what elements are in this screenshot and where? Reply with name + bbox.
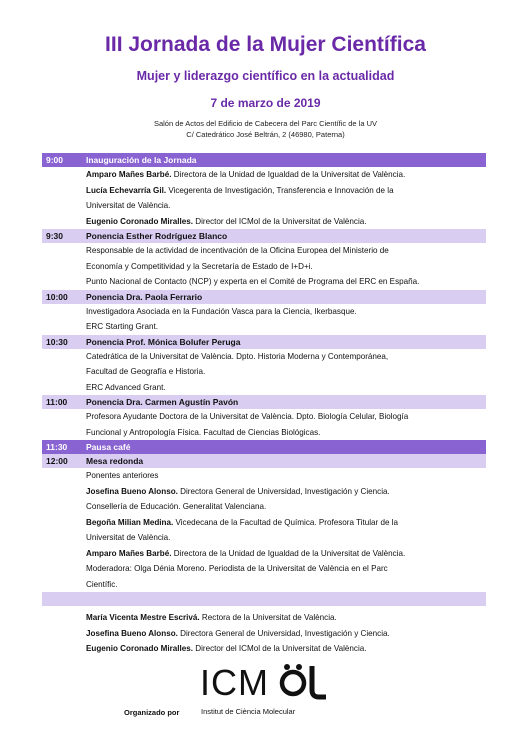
agenda-title (86, 592, 486, 606)
agenda-line (86, 409, 486, 425)
agenda-details (42, 468, 486, 592)
agenda-title: Pausa café (86, 442, 131, 452)
agenda-line (86, 167, 486, 183)
agenda-line (86, 626, 486, 642)
svg-text:ICM: ICM (200, 662, 269, 702)
venue-line-1: Salón de Actos del Edificio de Cabecera del Parc Científic de la UV (153, 119, 378, 128)
line-text: Economía y Competitividad y la Secretaría de Estado de I+D+i. (86, 261, 313, 271)
agenda-line (86, 561, 486, 577)
agenda-line (86, 641, 486, 657)
agenda-line (86, 243, 486, 259)
agenda-table (42, 153, 486, 657)
speaker-name: Amparo Mañes Barbé. (86, 170, 172, 179)
agenda-time: 11:30 (46, 442, 68, 452)
line-text: Punto Nacional de Contacto (NCP) y experta en el Comité de Programa del ERC en España. (86, 277, 420, 286)
speaker-name: Amparo Mañes Barbé. (86, 548, 172, 558)
agenda-details (42, 304, 486, 335)
agenda-time: 10:30 (46, 336, 68, 347)
agenda-title: Ponencia Dra. Paola Ferrario (86, 291, 203, 302)
speaker-name: Josefina Bueno Alonso. (86, 628, 178, 638)
agenda-details (42, 610, 486, 657)
agenda-header-0 (42, 153, 486, 167)
agenda-header-4 (42, 395, 486, 409)
agenda-line (86, 349, 486, 365)
agenda-line (86, 499, 486, 515)
speaker-name: Eugenio Coronado Miralles. (86, 216, 194, 226)
agenda-line (86, 274, 486, 290)
agenda-header-6 (42, 454, 486, 468)
speaker-name: Begoña Milian Medina. (86, 517, 174, 527)
line-text: Directora de la Unidad de Igualdad de la Universitat de València. (171, 170, 406, 179)
agenda-title: Mesa redonda (86, 456, 144, 466)
agenda-header-1 (42, 229, 486, 243)
institute-name: Institut de Ciència Molecular (201, 707, 296, 716)
line-text: Director del ICMol de la Universitat de València. (193, 216, 367, 226)
agenda-time: 10:00 (46, 291, 68, 302)
agenda-line (86, 610, 486, 626)
line-text: Directora de la Unidad de Igualdad de la Universitat de València. (171, 548, 406, 558)
speaker-name: María Vicenta Mestre Escrivá. (86, 613, 200, 622)
agenda-line (86, 380, 486, 396)
agenda-title: Ponencia Prof. Mónica Bolufer Peruga (86, 336, 241, 347)
line-text: Vicegerenta de Investigación, Transferencia e Innovación de la (166, 185, 394, 195)
agenda-line (86, 198, 486, 214)
agenda-line (86, 214, 486, 230)
agenda-line (86, 484, 486, 500)
agenda-line (86, 319, 486, 335)
agenda-line (86, 183, 486, 199)
agenda-line (86, 259, 486, 275)
line-text: Catedrática de la Universitat de València. Dpto. Historia Moderna y Contemporánea, (86, 351, 389, 361)
agenda-title: Inauguración de la Jornada (86, 155, 197, 165)
agenda-line (86, 546, 486, 562)
event-date: 7 de marzo de 2019 (210, 96, 321, 110)
line-text: Científic. (86, 579, 118, 589)
agenda-header-2 (42, 290, 486, 304)
venue-line-2: C/ Catedrático José Beltrán, 2 (46980, Paterna) (186, 130, 345, 139)
agenda-header-7 (42, 592, 486, 606)
organized-by-label: Organizado por (124, 708, 180, 717)
speaker-name: Lucía Echevarría Gil. (86, 185, 167, 195)
page-title: III Jornada de la Mujer Científica (105, 33, 426, 56)
page-subtitle: Mujer y liderazgo científico en la actualidad (136, 69, 395, 83)
agenda-line (86, 425, 486, 441)
agenda-line (86, 468, 486, 484)
line-text: Ponentes anteriores (86, 471, 159, 480)
line-text: Vicedecana de la Facultad de Química. Profesora Titular de la (173, 517, 399, 527)
line-text: Investigadora Asociada en la Fundación Vasca para la Ciencia, Ikerbasque. (86, 306, 357, 316)
icmol-logo (198, 662, 338, 702)
line-text: ERC Advanced Grant. (86, 382, 166, 392)
agenda-time: 9:00 (46, 155, 64, 165)
agenda-header-5 (42, 440, 486, 454)
line-text: Universitat de València. (86, 533, 171, 542)
agenda-details (42, 167, 486, 229)
line-text: Consellería de Educación. Generalitat Valenciana. (86, 502, 267, 511)
agenda-time: 12:00 (46, 456, 68, 466)
line-text: ERC Starting Grant. (86, 322, 158, 331)
agenda-details (42, 409, 486, 440)
agenda-line (86, 515, 486, 531)
agenda-line (86, 530, 486, 546)
agenda-time (42, 592, 86, 606)
agenda-line (86, 364, 486, 380)
agenda-time: 9:30 (46, 231, 64, 241)
line-text: Rectora de la Universitat de València. (199, 613, 337, 622)
line-text: Moderadora: Olga Dénia Moreno. Periodista de la Universitat de València en el Parc (86, 564, 388, 573)
line-text: Responsable de la actividad de incentivación de la Oficina Europea del Ministerio de (86, 246, 389, 255)
line-text: Profesora Ayudante Doctora de la Universitat de València. Dpto. Biología Celular, Biología (86, 412, 409, 421)
line-text: Directora General de Universidad, Investigación y Ciencia. (177, 486, 390, 496)
speaker-name: Josefina Bueno Alonso. (86, 486, 178, 496)
agenda-title: Ponencia Dra. Carmen Agustín Pavón (86, 397, 239, 407)
speaker-name: Eugenio Coronado Miralles. (86, 644, 194, 653)
agenda-time: 11:00 (46, 397, 68, 407)
line-text: Facultad de Geografía e Historia. (86, 367, 206, 376)
line-text: Universitat de València. (86, 201, 171, 210)
agenda-header-3 (42, 335, 486, 349)
line-text: Director del ICMol de la Universitat de València. (193, 644, 367, 653)
agenda-line (86, 304, 486, 320)
agenda-line (86, 577, 486, 593)
agenda-details (42, 243, 486, 290)
agenda-details (42, 349, 486, 396)
line-text: Directora General de Universidad, Investigación y Ciencia. (177, 628, 390, 638)
agenda-title: Ponencia Esther Rodríguez Blanco (86, 231, 228, 241)
venue-address (0, 118, 531, 140)
line-text: Funcional y Antropología Física. Facultad de Ciencias Biológicas. (86, 427, 321, 437)
